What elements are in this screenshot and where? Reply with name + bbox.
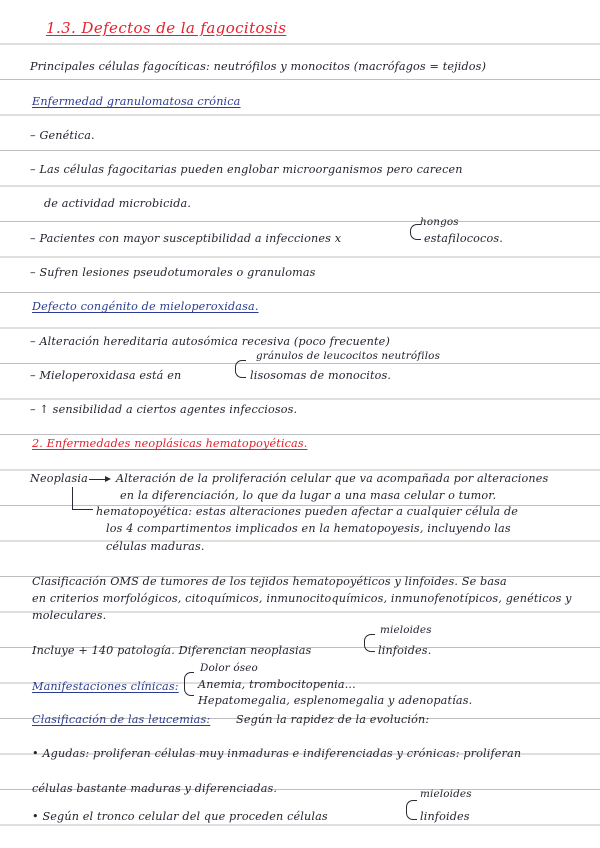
note-sensibilidad: – ↑ sensibilidad a ciertos agentes infecciosos. bbox=[30, 403, 298, 416]
note-incluye-mieloides: mieloides bbox=[380, 624, 432, 636]
heading-granulomatosa: Enfermedad granulomatosa crónica bbox=[32, 95, 241, 108]
note-celulas-1: – Las células fagocitarias pueden englobar microorganismos pero carecen bbox=[30, 163, 463, 176]
note-alteracion: – Alteración hereditaria autosómica recesiva (poco frecuente) bbox=[30, 335, 390, 348]
hemato-2: los 4 compartimentos implicados en la hematopoyesis, incluyendo las bbox=[106, 522, 511, 535]
brace-icon bbox=[364, 634, 375, 652]
hemato-3: células maduras. bbox=[106, 540, 205, 553]
clasif-1: Clasificación OMS de tumores de los tejidos hematopoyéticos y linfoides. Se basa bbox=[32, 575, 507, 588]
page-title: 1.3. Defectos de la fagocitosis bbox=[46, 19, 287, 37]
note-segun-mieloides: mieloides bbox=[420, 788, 472, 800]
brace-icon bbox=[235, 360, 246, 378]
manif-hepato: Hepatomegalia, esplenomegalia y adenopatías. bbox=[198, 694, 473, 707]
clasif-2: en criterios morfológicos, citoquímicos, inmunocitoquímicos, inmunofenotípicos, genéticos y bbox=[32, 592, 572, 605]
brace-icon bbox=[184, 672, 194, 696]
note-pacientes-estafilococos: estafilococos. bbox=[424, 232, 503, 245]
neoplasia-def-1: Alteración de la proliferación celular que va acompañada por alteraciones bbox=[116, 472, 549, 485]
note-mielo-granulos: gránulos de leucocitos neutrófilos bbox=[256, 350, 441, 362]
note-mielo-lisosomas: lisosomas de monocitos. bbox=[250, 369, 392, 382]
clasif-3: moleculares. bbox=[32, 609, 107, 622]
note-sufren: – Sufren lesiones pseudotumorales o granulomas bbox=[30, 266, 316, 279]
label-clasif-leucemias: Clasificación de las leucemias: bbox=[32, 713, 211, 726]
hemato-1: hematopoyética: estas alteraciones pueden afectar a cualquier célula de bbox=[96, 505, 519, 518]
heading-neoplasicas: 2. Enfermedades neoplásicas hematopoyéticas. bbox=[32, 437, 308, 450]
note-pacientes-hongos: hongos bbox=[420, 216, 459, 228]
note-celulas-2: de actividad microbicida. bbox=[44, 197, 192, 210]
clasif-leucemias-text: Según la rapidez de la evolución: bbox=[236, 713, 430, 726]
manif-dolor: Dolor óseo bbox=[200, 662, 258, 674]
intro-line: Principales células fagocíticas: neutrófilos y monocitos (macrófagos = tejidos) bbox=[30, 60, 487, 73]
note-segun-linfoides: linfoides bbox=[420, 810, 470, 823]
heading-mieloperoxidasa: Defecto congénito de mieloperoxidasa. bbox=[32, 300, 259, 313]
note-incluye-linfoides: linfoides. bbox=[378, 644, 432, 657]
note-mieloperoxidasa: – Mieloperoxidasa está en bbox=[30, 369, 182, 382]
note-genetica: – Genética. bbox=[30, 129, 95, 142]
label-neoplasia: Neoplasia bbox=[30, 472, 88, 485]
manif-anemia: Anemia, trombocitopenia... bbox=[198, 678, 356, 691]
arrow-right-icon bbox=[105, 476, 111, 482]
brace-icon bbox=[406, 800, 417, 820]
agudas-2: células bastante maduras y diferenciadas. bbox=[32, 782, 278, 795]
note-incluye: Incluye + 140 patología. Diferencian neoplasias bbox=[32, 644, 312, 657]
neoplasia-def-2: en la diferenciación, lo que da lugar a una masa celular o tumor. bbox=[120, 489, 497, 502]
label-manifestaciones: Manifestaciones clínicas: bbox=[32, 680, 179, 693]
agudas-1: • Agudas: proliferan células muy inmaduras e indiferenciadas y crónicas: proliferan bbox=[32, 747, 522, 760]
note-pacientes: – Pacientes con mayor susceptibilidad a infecciones x bbox=[30, 232, 342, 245]
note-segun: • Según el tronco celular del que proceden células bbox=[32, 810, 328, 823]
branch-connector-icon bbox=[72, 487, 93, 510]
